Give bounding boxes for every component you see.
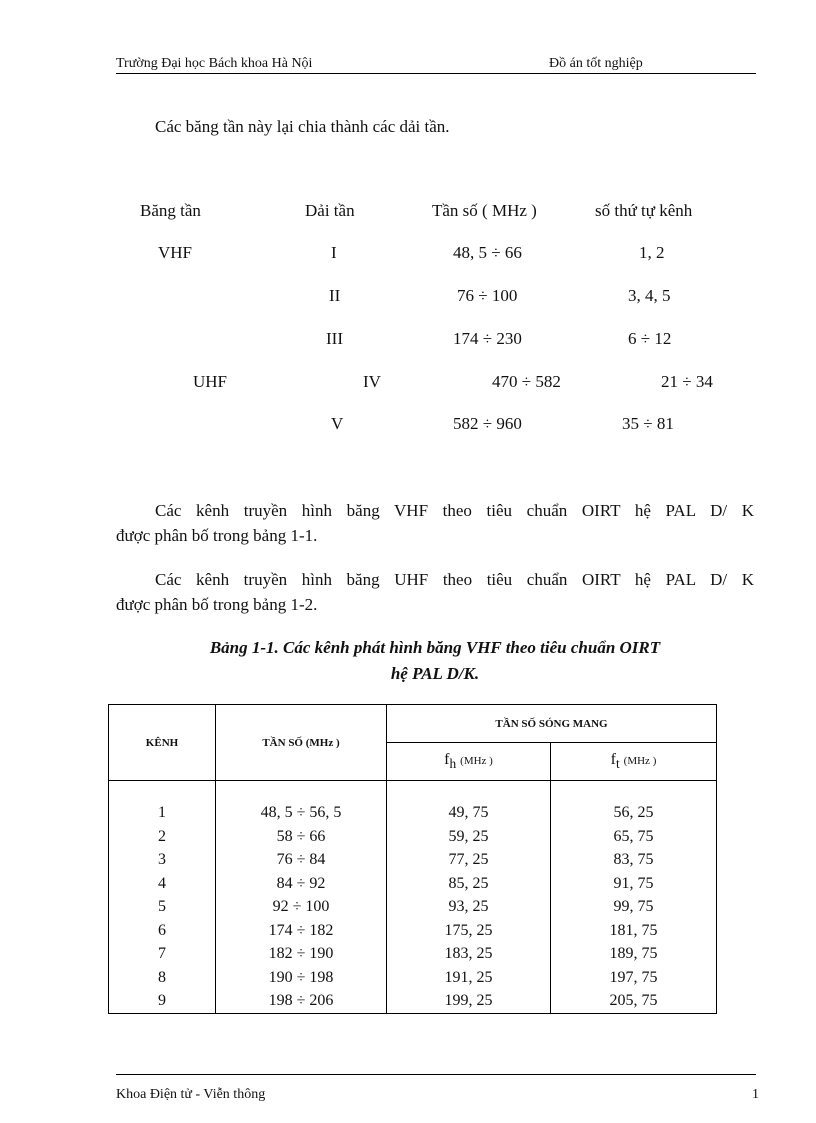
paragraph-line: được phân bố trong bảng 1-1. [116,526,318,545]
paragraph-line: được phân bố trong bảng 1-2. [116,595,318,614]
table-cell: 8 [158,968,166,986]
table-cell: 9 [158,992,166,1009]
fh-symbol: f [444,750,450,768]
paragraph-line: Các kênh truyền hình băng UHF theo tiêu chuẩn OIRT hệ PAL D/ K [155,570,754,589]
fh-unit: (MHz ) [460,754,493,767]
channel-table [108,704,717,1014]
table-cell: 59, 25 [448,827,489,845]
band-row-freq: 76 ÷ 100 [457,286,518,305]
table-cell: 76 ÷ 84 [276,851,326,868]
header-doc-type: Đồ án tốt nghiệp [549,56,643,71]
col-header-fh [387,743,551,781]
table-cell: 174 ÷ 182 [268,921,334,939]
table-cell: 77, 25 [448,851,489,868]
table-cell: 91, 75 [613,874,654,892]
table-cell: 199, 25 [444,992,493,1009]
ft-unit: (MHz ) [623,754,657,767]
header-school: Trường Đại học Bách khoa Hà Nội [116,56,313,71]
table-cell: 49, 75 [448,804,489,821]
band-row-freq: 582 ÷ 960 [453,414,522,433]
table-cell: 190 ÷ 198 [268,968,334,986]
table-cell: 99, 75 [613,898,654,915]
table-cell: 189, 75 [609,945,658,962]
table-cell: 85, 25 [448,874,489,892]
table-cell: 5 [158,898,166,915]
band-row-range: III [326,329,343,348]
table-cell: 197, 75 [609,968,658,986]
table-cell: 3 [158,851,166,868]
band-header-range: Dải tần [305,201,355,220]
table-cell: 181, 75 [609,921,658,939]
ft-column [551,781,717,1014]
table-cell: 83, 75 [613,851,654,868]
table-cell: 182 ÷ 190 [268,945,334,962]
band-row-channels: 21 ÷ 34 [661,372,713,391]
caption-line: hệ PAL D/K. [390,664,480,683]
col-header-freq: TẦN SỐ (MHz ) [216,705,387,781]
freq-column [216,781,387,1014]
channel-column [109,781,216,1014]
paragraph-vhf [116,498,754,548]
band-row-freq: 470 ÷ 582 [492,372,561,391]
band-header-channels: số thứ tự kênh [595,201,693,220]
paragraph-uhf [116,567,754,617]
table-cell: 205, 75 [609,992,658,1009]
intro-text: Các băng tần này lại chia thành các dải tần. [155,117,450,136]
band-row-channels: 35 ÷ 81 [622,414,674,433]
band-row-range: IV [363,372,381,391]
table-cell: 183, 25 [444,945,493,962]
table-cell: 92 ÷ 100 [272,898,330,915]
table-cell: 58 ÷ 66 [276,827,326,845]
band-row-range: I [331,243,337,262]
table-cell: 84 ÷ 92 [276,874,326,892]
band-row-channels: 1, 2 [639,243,665,262]
band-row-channels: 3, 4, 5 [628,286,671,305]
col-header-carrier: TẦN SỐ SÓNG MANG [387,705,717,743]
col-header-channel: KÊNH [109,705,216,781]
fh-subscript: h [449,756,457,772]
band-header-freq: Tần số ( MHz ) [432,201,537,220]
table-cell: 1 [158,804,166,821]
page-number: 1 [752,1087,759,1102]
fh-column [387,781,551,1014]
table-cell: 6 [158,921,166,939]
ft-subscript: t [615,756,620,772]
band-row-freq: 174 ÷ 230 [453,329,522,348]
table-caption [116,635,754,687]
header-rule [116,73,756,74]
table-cell: 2 [158,827,166,845]
table-cell: 48, 5 ÷ 56, 5 [260,804,342,821]
table-cell: 56, 25 [613,804,654,821]
table-cell: 93, 25 [448,898,489,915]
band-row-band: VHF [158,243,193,262]
ft-symbol: f [610,750,616,768]
col-header-ft [551,743,717,781]
table-cell: 4 [158,874,166,892]
caption-line: Bảng 1-1. Các kênh phát hình băng VHF theo tiêu chuẩn OIRT [209,638,661,657]
band-row-band: UHF [193,372,228,391]
footer-rule [116,1074,756,1075]
table-cell: 65, 75 [613,827,654,845]
table-cell: 7 [158,945,166,962]
band-header-band: Băng tần [140,201,201,220]
table-cell: 175, 25 [444,921,493,939]
table-cell: 198 ÷ 206 [268,992,334,1009]
band-row-channels: 6 ÷ 12 [628,329,672,348]
paragraph-line: Các kênh truyền hình băng VHF theo tiêu chuẩn OIRT hệ PAL D/ K [155,501,754,520]
footer-faculty: Khoa Điện tử - Viễn thông [116,1087,266,1102]
table-cell: 191, 25 [444,968,493,986]
band-row-range: V [331,414,344,433]
band-row-freq: 48, 5 ÷ 66 [453,243,522,262]
band-row-range: II [329,286,341,305]
